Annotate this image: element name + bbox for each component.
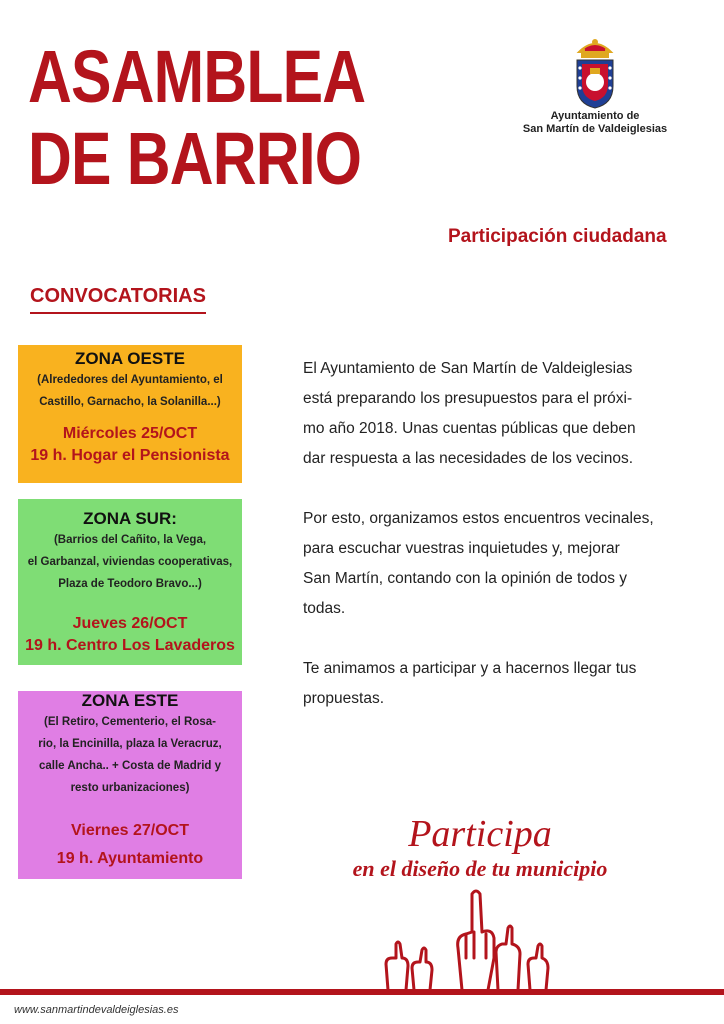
zone-desc-line: (Barrios del Cañito, la Vega, <box>53 534 207 546</box>
body-paragraph-1 <box>303 354 703 474</box>
body-line: Te animamos a participar y a hacernos llegar tus <box>303 660 637 677</box>
body-line: todas. <box>303 600 346 617</box>
title-line-2: DE BARRIO <box>28 117 362 200</box>
raised-hands-icon <box>380 888 570 990</box>
zone-desc-line: calle Ancha.. + Costa de Madrid y <box>38 760 222 772</box>
zone-day: Viernes 27/OCT <box>71 822 189 839</box>
zone-place: 19 h. Centro Los Lavaderos <box>25 637 235 654</box>
body-line: Por esto, organizamos estos encuentros vecinales, <box>303 510 654 527</box>
cta-subline: en el diseño de tu municipio <box>352 856 608 881</box>
footer-website-link[interactable]: www.sanmartindevaldeiglesias.es <box>14 1004 179 1016</box>
section-heading: CONVOCATORIAS <box>30 285 206 314</box>
footer-bar <box>0 989 724 995</box>
zone-title: ZONA ESTE <box>81 691 179 710</box>
body-line: para escuchar vuestras inquietudes y, mejorar <box>303 540 620 557</box>
logo-line-2: San Martín de Valdeiglesias <box>522 123 668 135</box>
zone-day: Miércoles 25/OCT <box>62 425 198 442</box>
subtitle: Participación ciudadana <box>448 226 667 247</box>
body-line: dar respuesta a las necesidades de los vecinos. <box>303 450 634 467</box>
crown <box>579 39 611 58</box>
municipal-logo <box>520 38 670 136</box>
zone-desc-line: Plaza de Teodoro Bravo...) <box>58 578 202 590</box>
body-line: San Martín, contando con la opinión de todos y <box>303 570 627 587</box>
zone-title: ZONA OESTE <box>75 349 185 368</box>
cta-headline: Participa <box>408 813 552 855</box>
zone-desc-line: (El Retiro, Cementerio, el Rosa- <box>44 716 216 728</box>
body-text <box>303 354 703 744</box>
zone-place: 19 h. Ayuntamiento <box>56 850 204 867</box>
body-line: mo año 2018. Unas cuentas públicas que deben <box>303 420 636 437</box>
body-paragraph-2 <box>303 504 703 624</box>
zone-place: 19 h. Hogar el Pensionista <box>30 447 230 464</box>
zone-desc-line: resto urbanizaciones) <box>70 782 190 794</box>
logo-line-1: Ayuntamiento de <box>550 110 640 122</box>
body-paragraph-3 <box>303 654 703 714</box>
zone-desc-line: rio, la Encinilla, plaza la Veracruz, <box>38 738 222 750</box>
zone-day: Jueves 26/OCT <box>72 615 188 632</box>
zone-card-sur <box>18 499 242 665</box>
zone-title: ZONA SUR: <box>83 509 177 528</box>
body-line: está preparando los presupuestos para el próxi- <box>303 390 633 407</box>
zone-desc-line: (Alrededores del Ayuntamiento, el <box>37 374 223 386</box>
coat-of-arms-icon <box>569 38 621 110</box>
zone-card-este <box>18 691 242 879</box>
page-title <box>28 36 365 200</box>
zone-desc-line: Castillo, Garnacho, la Solanilla...) <box>39 396 221 408</box>
title-line-1: ASAMBLEA <box>28 35 366 118</box>
body-line: propuestas. <box>303 690 384 707</box>
zone-card-oeste <box>18 345 242 483</box>
body-line: El Ayuntamiento de San Martín de Valdeiglesias <box>303 360 633 377</box>
zone-desc-line: el Garbanzal, viviendas cooperativas, <box>27 556 233 568</box>
